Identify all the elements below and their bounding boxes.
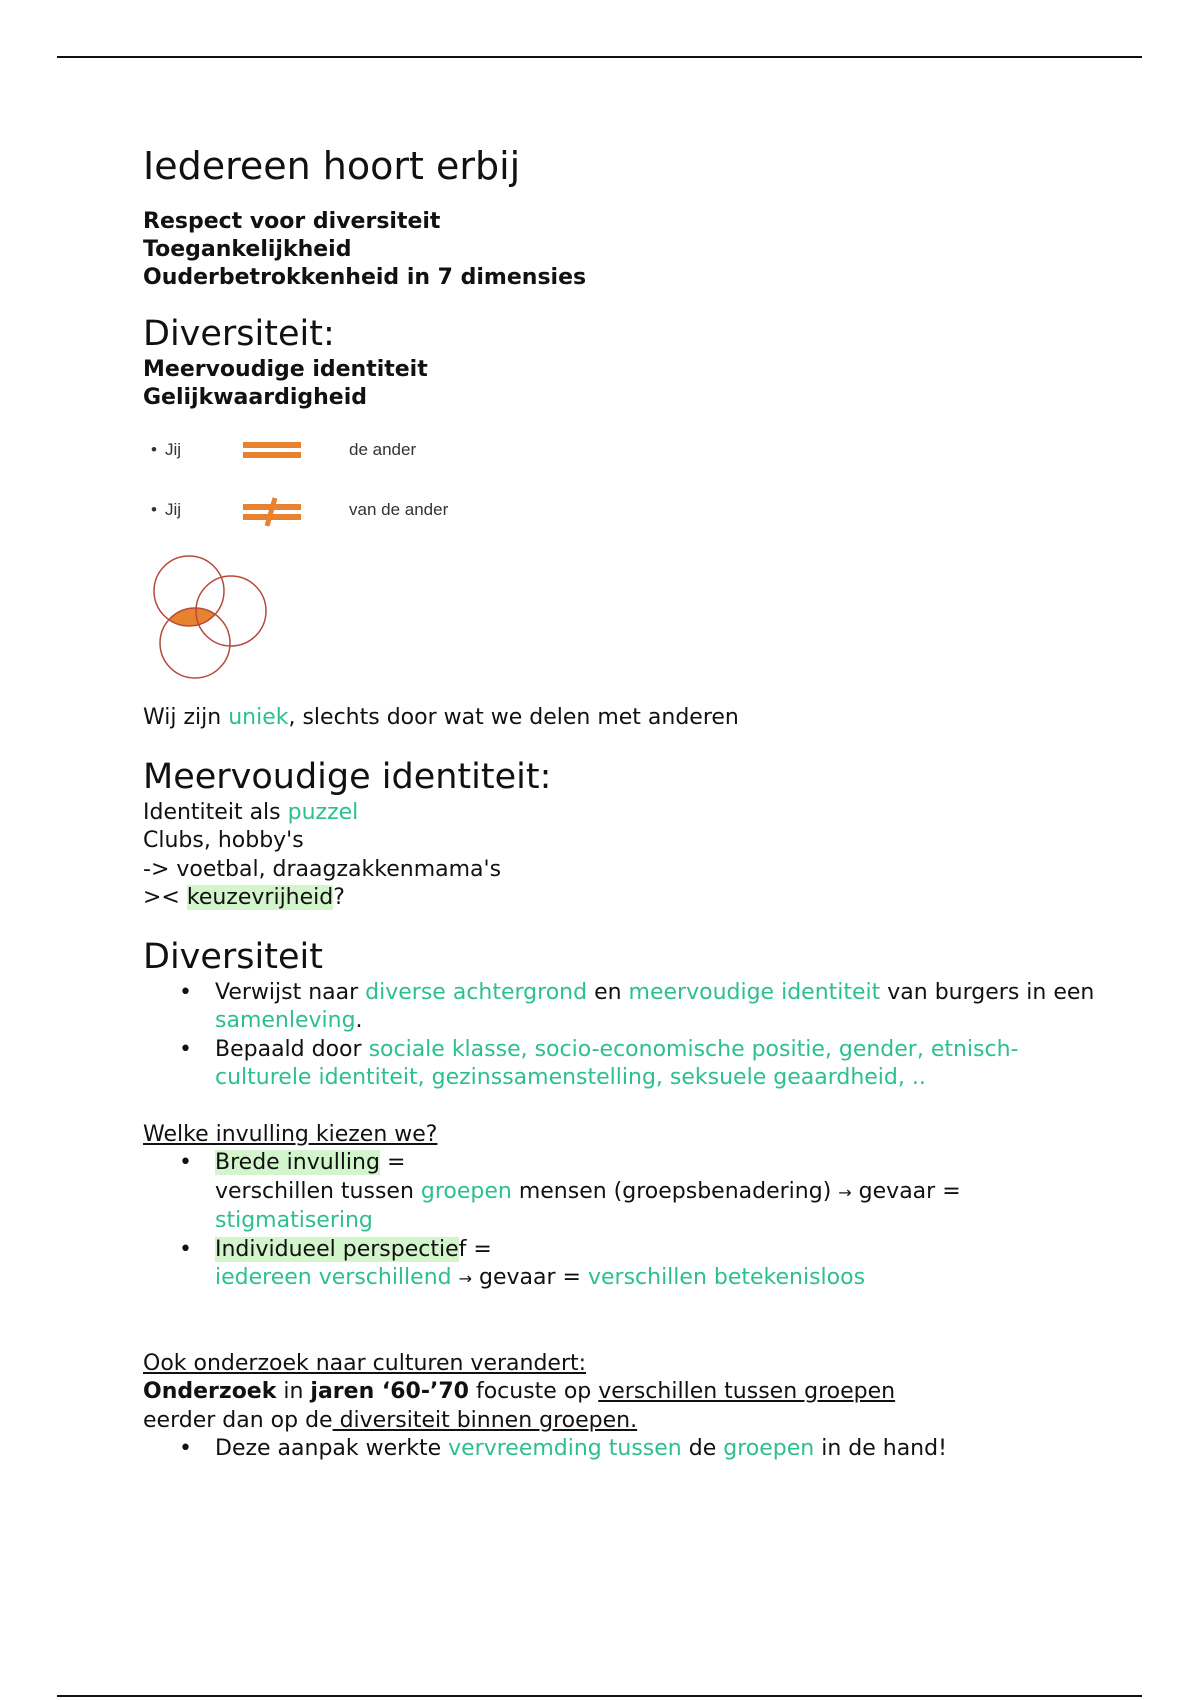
page-title: Iedereen hoort erbij [143,144,521,188]
meervoudig-line: >< keuzevrijheid? [143,885,345,910]
list-item: • Bepaald door sociale klasse, socio-economische positie, gender, etnisch-culturele identiteit, gezinssamenstelling, seksuele geaardheid, .. [215,1036,1103,1093]
onderzoek-text: eerder dan op de diversiteit binnen groepen. [143,1407,638,1433]
list-item: • Verwijst naar diverse achtergrond en meervoudige identiteit van burgers in een samenleving. [215,979,1103,1036]
onderzoek-text: Onderzoek in jaren ‘60-’70 focuste op verschillen tussen groepen [143,1379,896,1404]
onderzoek-heading: Ook onderzoek naar culturen verandert: [143,1350,587,1376]
top-rule [57,56,1142,58]
compare-row-equal: • Jij de ander [143,432,1103,492]
list-item: • Deze aanpak werkte vervreemding tussen de groepen in de hand! [215,1435,1103,1464]
diversiteit-list [143,979,1103,1093]
list-item: • Individueel perspectief = iedereen verschillend → gevaar = verschillen betekenisloos [215,1236,1103,1294]
diversiteit-sub: Gelijkwaardigheid [143,385,368,410]
onderzoek-list [143,1435,1103,1464]
intro-line: Toegankelijkheid [143,237,352,262]
diversiteit2-heading: Diversiteit [143,936,323,977]
invulling-question: Welke invulling kiezen we? [143,1121,438,1147]
compare-row-notequal: • Jij van de ander [143,492,1103,552]
invulling-list [143,1149,1103,1294]
equals-icon [243,436,303,464]
diversiteit-sub: Meervoudige identiteit [143,357,428,382]
meervoudig-heading: Meervoudige identiteit: [143,756,552,797]
intro-line: Respect voor diversiteit [143,209,441,234]
meervoudig-line: Clubs, hobby's [143,828,304,853]
meervoudig-line: -> voetbal, draagzakkenmama's [143,856,502,882]
diversiteit-heading: Diversiteit: [143,314,335,354]
intro-block [143,208,1103,292]
document-body [143,140,1103,1464]
venn-diagram-icon [143,554,273,684]
list-item: • Brede invulling = verschillen tussen groepen mensen (groepsbenadering) → gevaar = stigmatisering [215,1149,1103,1236]
intro-line: Ouderbetrokkenheid in 7 dimensies [143,265,587,290]
bottom-rule [57,1695,1142,1697]
uniek-sentence: Wij zijn uniek, slechts door wat we delen met anderen [143,705,739,730]
not-equals-icon [243,496,303,528]
meervoudig-line: Identiteit als puzzel [143,799,359,825]
